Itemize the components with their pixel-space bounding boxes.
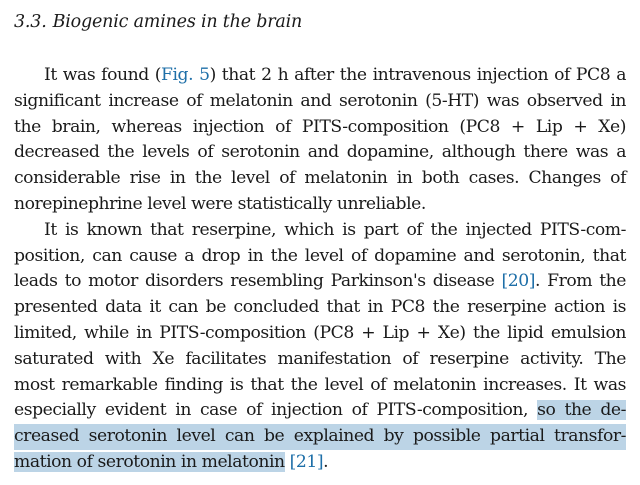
text-line	[14, 450, 626, 476]
text-span: It was found (	[44, 65, 162, 85]
text-span: . From the	[534, 271, 627, 292]
paragraph-2	[14, 218, 626, 476]
section-title: Biogenic amines in the brain	[52, 12, 303, 32]
paragraph-1	[14, 63, 626, 218]
citation-link[interactable]: [21]	[289, 451, 324, 472]
text-span: leads to motor disorders resembling Parkinson's disease	[14, 271, 502, 292]
citation-link[interactable]: [20]	[501, 271, 535, 292]
highlighted-text[interactable]: so the de-	[537, 400, 626, 421]
highlighted-text-line[interactable]: creased serotonin level can be explained by possible partial transfor-	[14, 424, 626, 450]
text-span: especially evident in case of injection of PITS-composition,	[14, 400, 538, 421]
text-line: decreased the levels of serotonin and dopamine, although there was a	[14, 142, 626, 163]
text-line: most remarkable finding is that the level of melatonin increases. It was	[14, 374, 626, 395]
text-span: ) that 2 h after the intravenous injection of PC8 a	[209, 65, 627, 85]
text-line: the brain, whereas injection of PITS-composition (PC8 + Lip + Xe)	[14, 116, 626, 137]
text-line	[14, 398, 626, 424]
text-line	[14, 63, 626, 89]
text-line: considerable rise in the level of melatonin in both cases. Changes of	[14, 168, 626, 189]
text-line: limited, while in PITS-composition (PC8 + Lip + Xe) the lipid emulsion	[14, 322, 626, 343]
text-line: position, can cause a drop in the level of dopamine and serotonin, that	[14, 245, 626, 266]
section-number: 3.3.	[14, 12, 47, 32]
text-line	[14, 269, 626, 295]
text-line: It is known that reserpine, which is part of the injected PITS-com-	[44, 219, 626, 240]
figure-link[interactable]: Fig. 5	[161, 65, 210, 85]
text-line: significant increase of melatonin and serotonin (5-HT) was observed in	[14, 90, 626, 111]
text-span: .	[323, 451, 329, 472]
text-line: saturated with Xe facilitates manifestation of reserpine activity. The	[14, 348, 626, 369]
section-heading	[14, 12, 302, 32]
text-line: norepinephrine level were statistically unreliable.	[14, 193, 426, 214]
highlighted-text[interactable]: mation of serotonin in melatonin	[14, 451, 285, 472]
text-line: presented data it can be concluded that in PC8 the reserpine action is	[14, 297, 626, 318]
